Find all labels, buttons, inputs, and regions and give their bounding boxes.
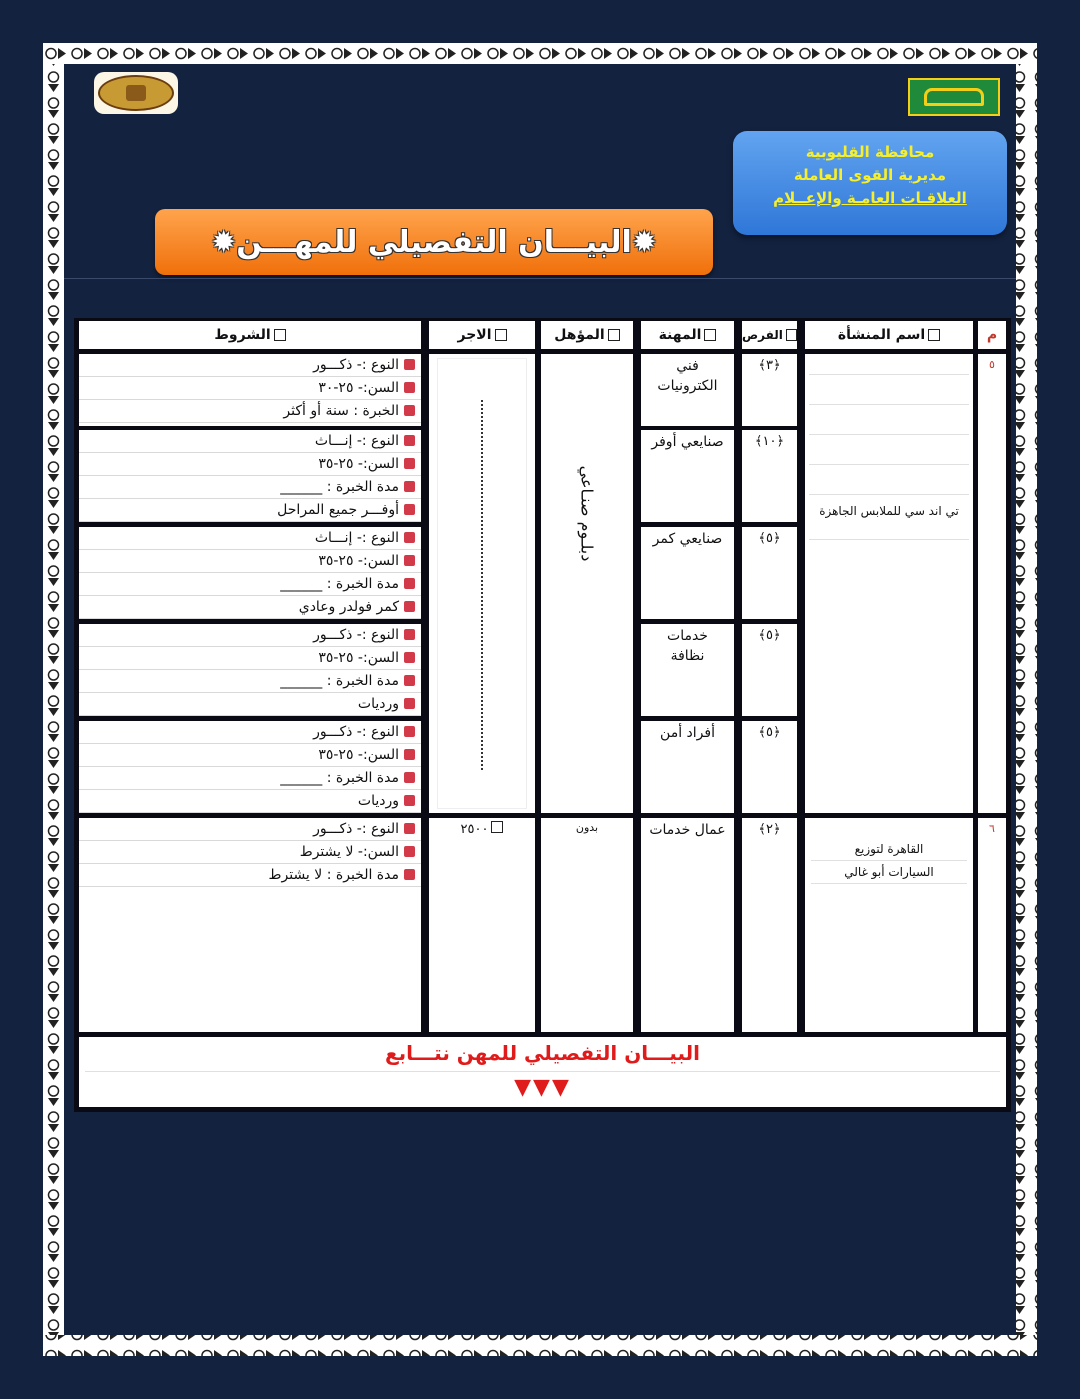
jobs-table [74,318,1011,1112]
row1-job-line1: فني [676,358,699,374]
group1-salary-cell [429,354,535,813]
row4-cond-2: السن:- ٢٥-٣٥ [318,650,399,666]
org-line-2: مديرية القوى العاملة [793,166,947,184]
group1-company-cell [805,354,973,813]
row1-job-cell [641,354,734,426]
row4-positions-cell: ﴿٥﴾ [742,624,797,716]
header-num: م [978,321,1006,349]
org-line-3: العلاقـات العامـة والإعــلام [773,189,967,207]
row1-job-line2: الكترونيات [657,378,718,394]
group2-positions-cell: ﴿٢﴾ [742,818,797,1032]
row1-cond-3: الخبرة : سنة أو أكثر [283,403,399,419]
group1-num-cell [978,354,1006,813]
row3-positions: ٥ [766,531,773,546]
down-arrows-icon: ▼▼▼ [514,1075,571,1100]
group2-job-cell [641,818,734,1032]
group2-num: ٦ [989,822,995,835]
row3-cond-1: النوع :- إنـــاث [314,530,399,546]
organization-box [733,131,1007,235]
row3-job: صنايعي كمر [652,531,723,547]
row2-cond-3: مدة الخبرة : ______ [280,479,399,495]
row4-cond-1: النوع :- ذكـــور [313,627,399,643]
page-title: ✹البيـــان التفصيلي للمهـــن✹ [211,224,657,260]
governorate-logo-icon [908,78,1000,116]
header-salary: الاجر [429,321,535,349]
header-positions: الفرص [742,321,797,349]
row4-cond-4: ورديات [357,696,399,712]
group2-cond-1: النوع :- ذكـــور [313,821,399,837]
footer-continue-text: البيـــان التفصيلي للمهن نتـــابع [384,1041,700,1065]
row5-cond-3: مدة الخبرة : ______ [280,770,399,786]
row5-cond-1: النوع :- ذكـــور [313,724,399,740]
header-conditions: الشروط [79,321,421,349]
group2-positions: ٢ [766,822,773,837]
row5-positions-cell: ﴿٥﴾ [742,721,797,813]
row1-positions-cell: ﴿٣﴾ [742,354,797,426]
group2-company-line2: السيارات أبو غالي [811,861,967,884]
row3-cond-2: السن:- ٢٥-٣٥ [318,553,399,569]
group2-salary-cell [429,818,535,1032]
row3-job-cell [641,527,734,619]
group2-job: عمال خدمات [649,822,726,838]
row1-cond-1: النوع :- ذكـــور [313,357,399,373]
group2-num-cell [978,818,1006,1032]
title-banner [155,209,713,275]
row2-cond-1: النوع :- إنـــاث [314,433,399,449]
row2-positions-cell: ﴿١٠﴾ [742,430,797,522]
row3-cond-3: مدة الخبرة : ______ [280,576,399,592]
row3-cond-4: كمر فولدر وعادي [298,599,399,615]
row2-job-cell [641,430,734,522]
row5-job-cell [641,721,734,813]
row4-job-cell [641,624,734,716]
group2-company-line1: القاهرة لتوزيع [811,838,967,861]
row1-conditions-cell [79,354,421,426]
row5-conditions-cell [79,721,421,813]
salary-dotted-line [481,400,483,770]
egypt-emblem-icon [94,72,178,114]
row5-cond-2: السن:- ٢٥-٣٥ [318,747,399,763]
footer-cell [79,1037,1006,1107]
row5-positions: ٥ [766,725,773,740]
row3-positions-cell: ﴿٥﴾ [742,527,797,619]
group2-cond-3: مدة الخبرة : لا يشترط [268,867,399,883]
row3-conditions-cell [79,527,421,619]
row1-cond-2: السن:- ٢٥-٣٠ [318,380,399,396]
group2-cond-2: السن:- لا يشترط [299,844,399,860]
header-qualification: المؤهل [541,321,633,349]
row4-job-line2: نظافة [670,648,705,664]
row2-positions: ١٠ [762,434,777,449]
org-line-1: محافظة القليوبية [805,143,935,161]
row5-job: أفراد أمن [660,725,715,741]
group2-conditions-cell [79,818,421,1032]
row4-positions: ٥ [766,628,773,643]
group1-qualification-cell [541,354,633,813]
row5-cond-4: ورديات [357,793,399,809]
header-company: اسم المنشأة [805,321,973,349]
row2-job: صنايعي أوفر [651,434,724,450]
row2-conditions-cell [79,430,421,522]
group1-num: ٥ [989,358,995,371]
group1-company-name: تي اند سي للملابس الجاهزة [819,504,959,518]
row1-positions: ٣ [766,358,773,373]
row4-cond-3: مدة الخبرة : ______ [280,673,399,689]
row2-cond-2: السن:- ٢٥-٣٥ [318,456,399,472]
group2-qualification-cell [541,818,633,1032]
group2-salary: ٢٥٠٠ [460,822,489,837]
group2-qualification: بدون [575,821,599,834]
row2-cond-4: أوفـــر جميع المراحل [277,502,399,518]
divider [64,278,1016,279]
group1-qualification: دبلـوم صنـاعي [577,465,597,562]
header-job: المهنة [641,321,734,349]
group2-company-cell [805,818,973,1032]
row4-job-line1: خدمات [667,628,708,644]
row4-conditions-cell [79,624,421,716]
